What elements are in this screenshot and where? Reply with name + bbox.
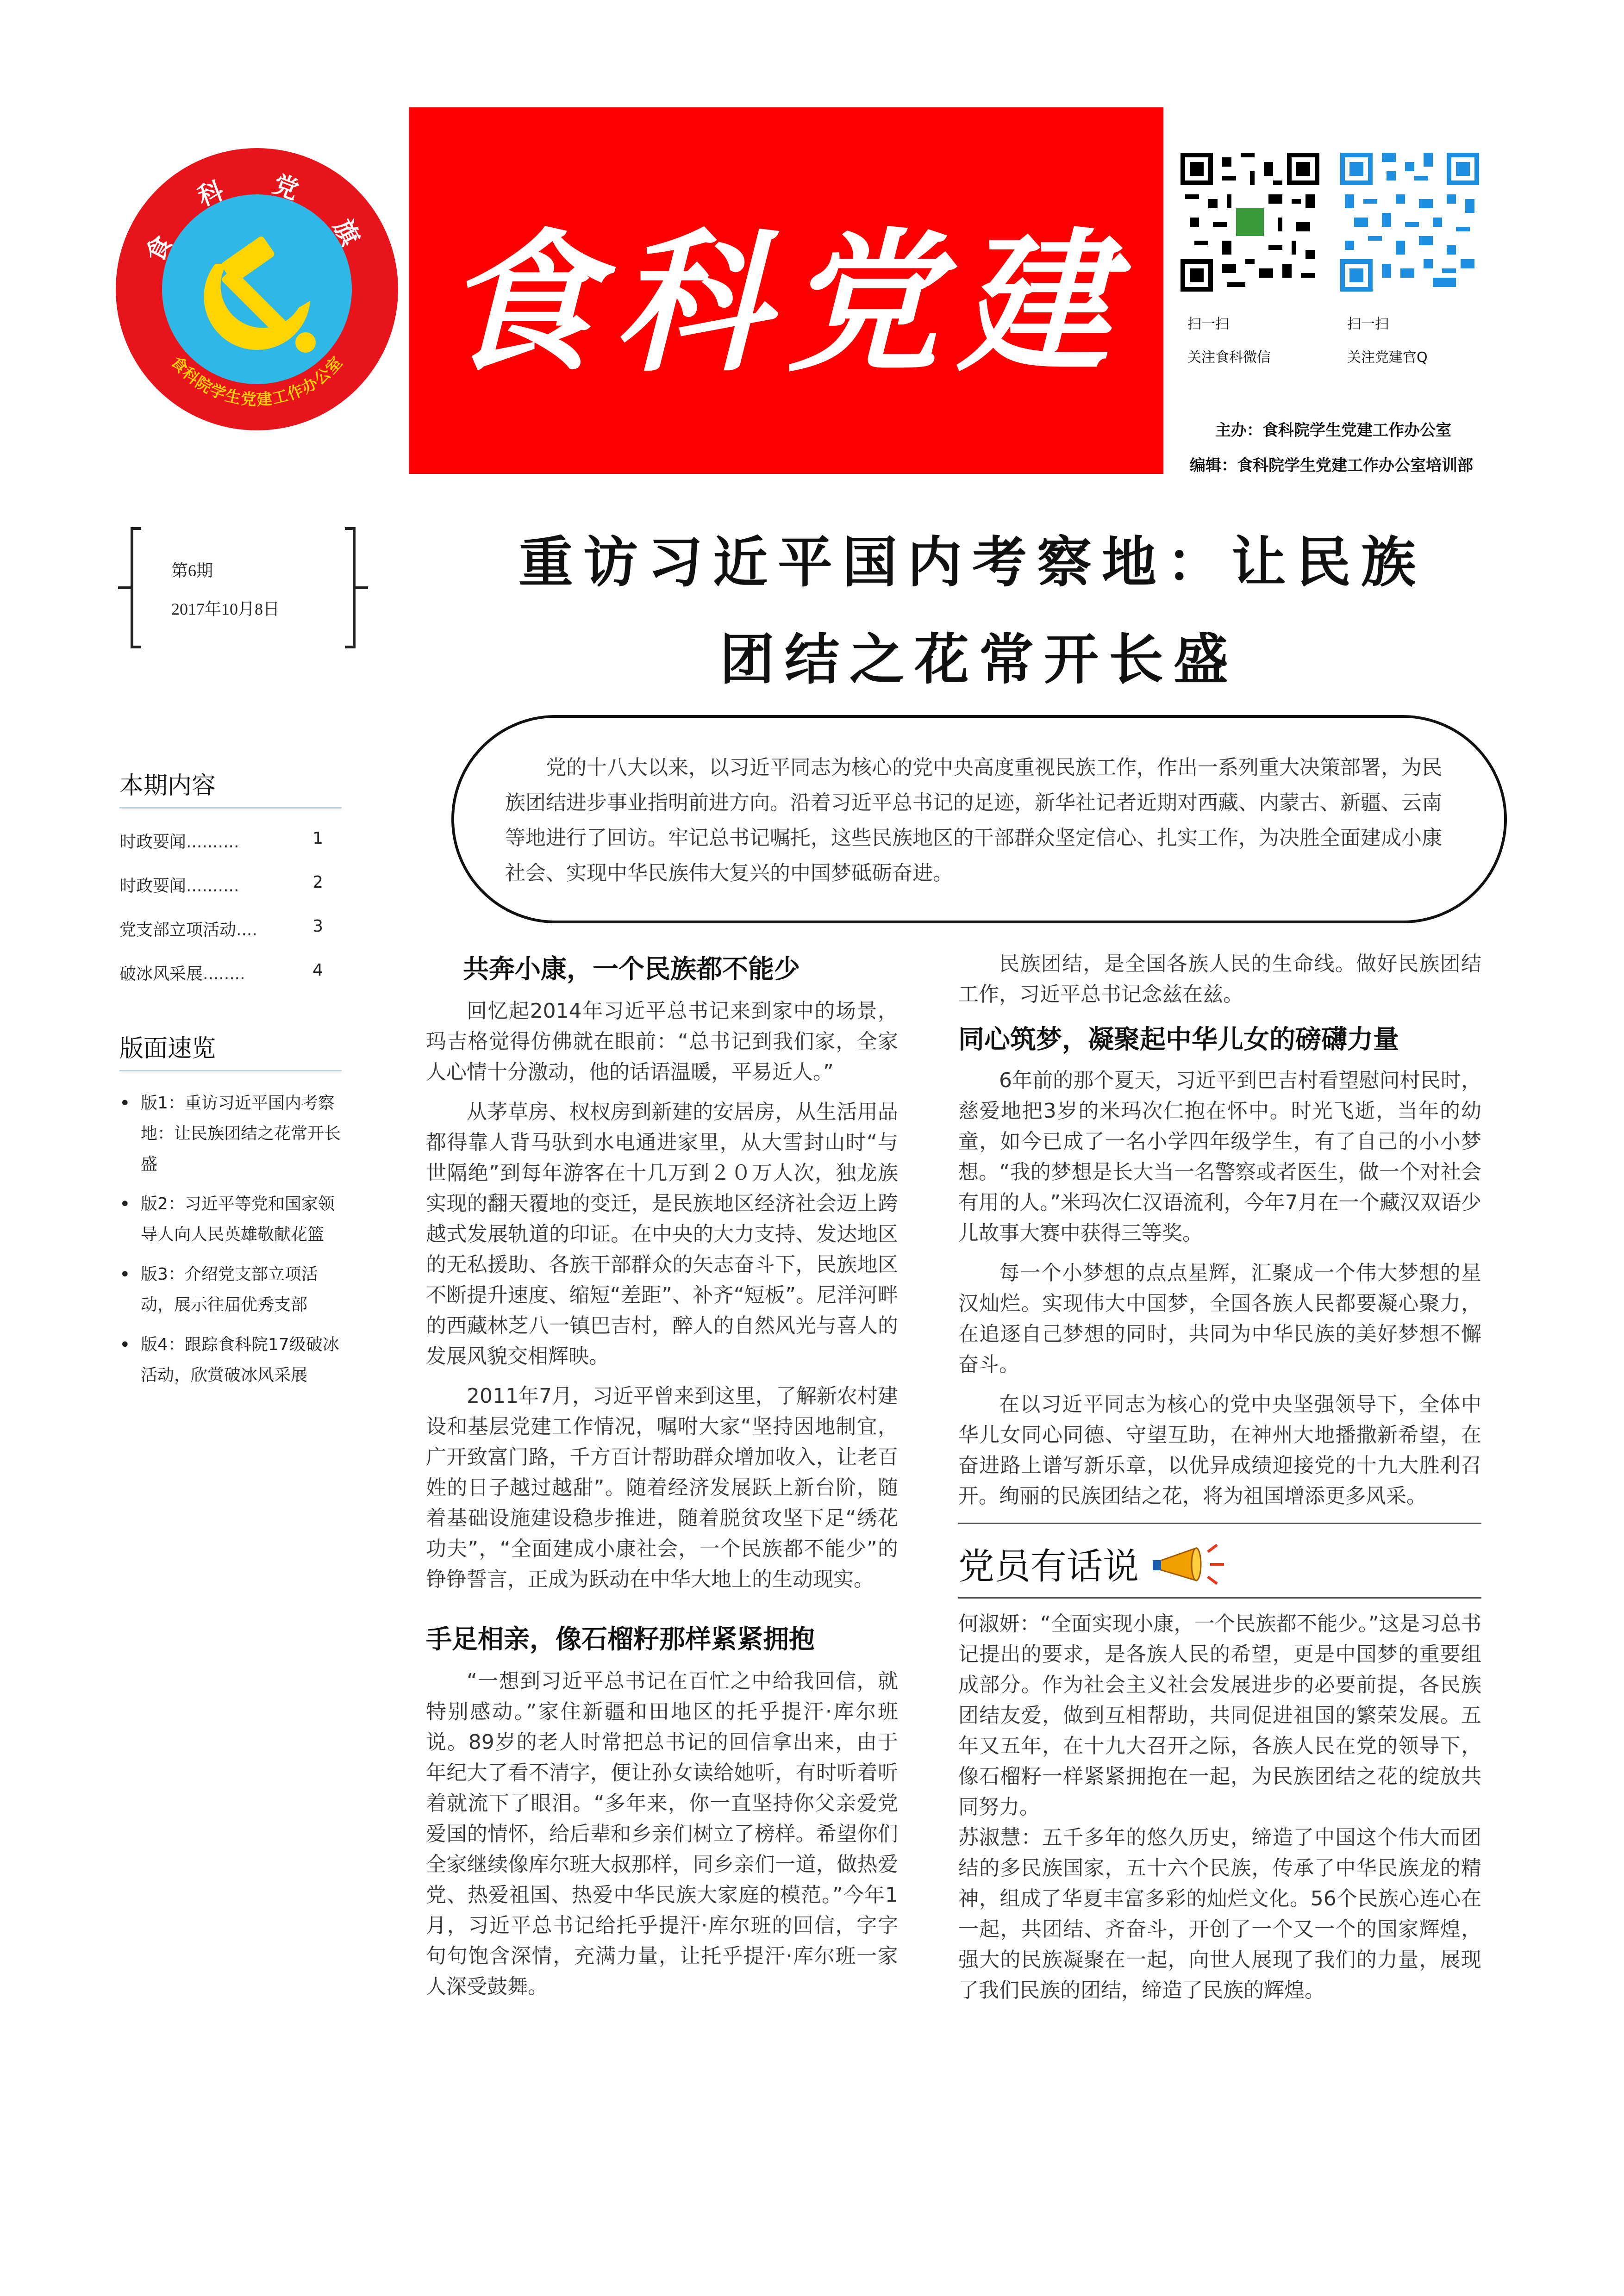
body-paragraph: 2011年7月，习近平曾来到这里，了解新农村建设和基层党建工作情况，嘱咐大家“坚持因地制宜，广开致富门路，千方百计帮助群众增加收入，让老百姓的日子越过越甜”。随着经济发展跃上新台阶，随着基础设施建设稳步推进，随着脱贫攻坚下足“绣花功夫”，“全面建成小康社会，一个民族都不能少”的铮铮誓言，正成为跃动在中华大地上的生动现实。 <box>426 1384 898 1591</box>
emblem-bottom-text: 食科院学生党建工作办公室 <box>167 353 347 410</box>
toc-item[interactable] <box>119 961 323 984</box>
party-emblem-logo <box>116 148 398 430</box>
toc-divider <box>119 807 342 809</box>
qr-scan-text: 扫一扫 <box>1347 316 1389 332</box>
toc-title: 本期内容 <box>119 772 216 800</box>
toc-item-page: 2 <box>312 873 323 892</box>
member-comment: 苏淑慧：五千多年的悠久历史，缔造了中国这个伟大而团结的多民族国家，五十六个民族，传承了中华民族龙的精神，组成了华夏丰富多彩的灿烂文化。56个民族心连心在一起，共团结、齐奋斗，开创了一个又一个的国家辉煌，强大的民族凝聚在一起，向世人展现了我们的力量，展现了我们民族的团结，缔造了民族的辉煌。 <box>958 1826 1481 2002</box>
toc-item[interactable] <box>119 829 323 852</box>
issue-date: 2017年10月8日 <box>171 600 280 618</box>
section-title: 共奔小康，一个民族都不能少 <box>463 954 800 984</box>
overview-item: • 版2：习近平等党和国家领导人向人民英雄敬献花篮 <box>119 1189 344 1250</box>
body-paragraph: “一想到习近平总书记在百忙之中给我回信，就特别感动。”家住新疆和田地区的托乎提汗·库尔班说。89岁的老人时常把总书记的回信拿出来，由于年纪大了看不清字，便让孙女读给她听，有时听着听着就流下了眼泪。“多年来，你一直坚持你父亲爱党爱国的情怀，给后辈和乡亲们树立了榜样。希望你们全家继续像库尔班大叔那样，同乡亲们一道，做热爱党、热爱祖国、热爱中华民族大家庭的模范。”今年1月，习近平总书记给托乎提汗·库尔班的回信，字字句句饱含深情，充满力量，让托乎提汗·库尔班一家人深受鼓舞。 <box>426 1669 898 1998</box>
qr-code-icon <box>1340 153 1479 292</box>
hammer-sickle-icon <box>116 148 398 430</box>
toc-item-label: 破冰风采展........ <box>119 964 245 983</box>
toc-item-label: 时政要闻.......... <box>119 833 239 852</box>
sidebar <box>119 766 342 1400</box>
section-divider <box>958 1597 1481 1599</box>
section-title: 手足相亲，像石榴籽那样紧紧拥抱 <box>426 1624 815 1655</box>
toc-item-label: 党支部立项活动.... <box>119 921 257 940</box>
toc-list <box>119 829 342 984</box>
right-column <box>958 949 1481 2015</box>
qr-follow-text: 关注食科微信 <box>1187 349 1271 366</box>
overview-item: • 版4：跟踪食科院17级破冰活动，欣赏破冰风采展 <box>119 1330 344 1391</box>
body-paragraph: 从茅草房、杈杈房到新建的安居房，从生活用品都得靠人背马驮到水电通进家里，从大雪封山时“与世隔绝”到每年游客在十几万到２０万人次，独龙族实现的翻天覆地的变迁，是民族地区经济社会迈上跨越式发展轨道的印证。在中央的大力支持、发达地区的无私援助、各族干部群众的矢志奋斗下，民族地区不断提升速度、缩短“差距”、补齐“短板”。尼洋河畔的西藏林芝八一镇巴吉村，醉人的自然风光与喜人的发展风貌交相辉映。 <box>426 1100 898 1368</box>
body-paragraph: 6年前的那个夏天，习近平到巴吉村看望慰问村民时，慈爱地把3岁的米玛次仁抱在怀中。时光飞逝，当年的幼童，如今已成了一名小学四年级学生，有了自己的小小梦想。“我的梦想是长大当一名警察或者医生，做一个对社会有用的人。”米玛次仁汉语流利，今年7月在一个藏汉双语少儿故事大赛中获得三等奖。 <box>958 1069 1481 1245</box>
body-paragraph: 在以习近平同志为核心的党中央坚强领导下，全体中华儿女同心同德、守望互助，在神州大地播撒新希望，在奋进路上谱写新乐章，以优异成绩迎接党的十九大胜利召开。绚丽的民族团结之花，将为祖国增添更多风采。 <box>958 1393 1481 1508</box>
sponsor-credit: 主办：食科院学生党建工作办公室 <box>1215 421 1451 440</box>
body-paragraph: 每一个小梦想的点点星辉，汇聚成一个伟大梦想的星汉灿烂。实现伟大中国梦，全国各族人民都要凝心聚力，在追逐自己梦想的同时，共同为中华民族的美好梦想不懈奋斗。 <box>958 1261 1481 1376</box>
toc-item[interactable] <box>119 873 323 896</box>
qr-scan-text: 扫一扫 <box>1187 316 1229 332</box>
qr-code-icon <box>1181 153 1319 292</box>
body-paragraph: 回忆起2014年习近平总书记来到家中的场景，玛吉格觉得仿佛就在眼前：“总书记到我们家，全家人心情十分激动，他的话语温暖，平易近人。” <box>426 999 898 1084</box>
emblem-top-text: 食 科 党 旗 <box>140 169 374 267</box>
toc-item-page: 1 <box>312 829 323 848</box>
overview-item: • 版1：重访习近平国内考察地：让民族团结之花常开长盛 <box>119 1088 344 1180</box>
qr-caption-qq <box>1347 308 1428 374</box>
bracket-frame-icon <box>118 523 368 653</box>
issue-number: 第6期 <box>171 561 213 580</box>
section-title: 同心筑梦，凝聚起中华儿女的磅礴力量 <box>958 1024 1399 1055</box>
toc-item-label: 时政要闻.......... <box>119 877 239 896</box>
voices-title: 党员有话说 <box>958 1546 1139 1587</box>
member-comment: 何淑妍：“全面实现小康，一个民族都不能少。”这是习总书记提出的要求，是各族人民的希望，更是中国梦的重要组成部分。作为社会主义社会发展进步的必要前提，各民族团结友爱，做到互相帮助，共同促进祖国的繁荣发展。五年又五年，在十九大召开之际，各族人民在党的领导下，像石榴籽一样紧紧拥抱在一起，为民族团结之花的绽放共同努力。 <box>958 1612 1481 1819</box>
overview-title: 版面速览 <box>119 1035 216 1063</box>
megaphone-icon <box>1150 1538 1233 1589</box>
issue-info-box <box>118 523 368 653</box>
qr-block-wechat <box>1181 153 1319 293</box>
left-column <box>426 949 898 2011</box>
section-divider <box>958 1523 1481 1524</box>
overview-list <box>119 1088 342 1391</box>
toc-item-page: 3 <box>312 917 323 936</box>
qr-follow-text: 关注党建官Q <box>1347 349 1428 366</box>
headline-line-2: 团结之花常开长盛 <box>720 627 1239 691</box>
body-paragraph: 民族团结，是全国各族人民的生命线。做好民族团结工作，习近平总书记念兹在兹。 <box>958 952 1481 1006</box>
editor-credit: 编辑：食科院学生党建工作办公室培训部 <box>1190 456 1473 475</box>
toc-item-page: 4 <box>312 961 323 980</box>
qr-block-qq <box>1340 153 1479 293</box>
voices-header <box>958 1538 1481 1589</box>
intro-text: 党的十八大以来，以习近平同志为核心的党中央高度重视民族工作，作出一系列重大决策部署，为民族团结进步事业指明前进方向。沿着习近平总书记的足迹，新华社记者近期对西藏、内蒙古、新疆、云南等地进行了回访。牢记总书记嘱托，这些民族地区的干部群众坚定信心、扎实工作，为决胜全面建成小康社会、实现中华民族伟大复兴的中国梦砥砺奋进。 <box>505 756 1442 885</box>
overview-item: • 版3：介绍党支部立项活动，展示往届优秀支部 <box>119 1259 344 1320</box>
overview-divider <box>119 1070 342 1071</box>
qr-caption-wechat <box>1187 308 1271 374</box>
toc-item[interactable] <box>119 917 323 940</box>
intro-callout <box>451 715 1507 923</box>
masthead-banner <box>409 107 1163 474</box>
masthead-title: 食科党建 <box>443 213 1129 392</box>
svg-text:食科院学生党建工作办公室 <box>167 353 347 409</box>
headline-line-1: 重访习近平国内考察地：让民族 <box>518 530 1426 594</box>
